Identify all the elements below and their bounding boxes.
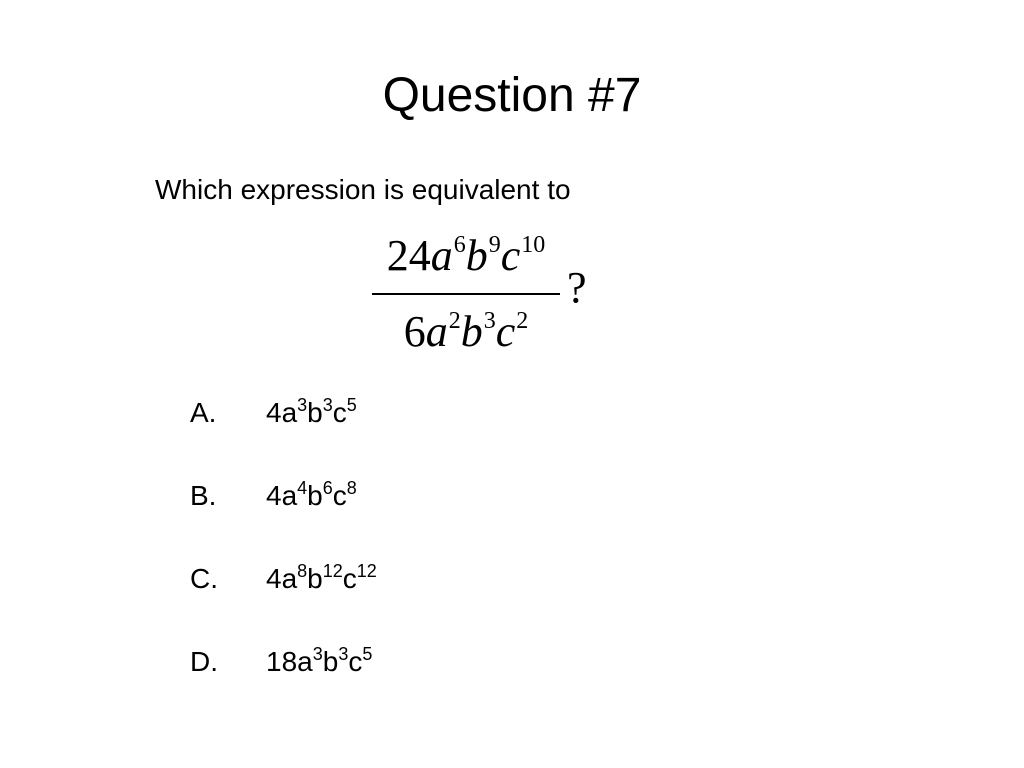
question-mark: ? (567, 263, 587, 312)
choice-exponent: 3 (297, 395, 308, 415)
numerator-variable-b: b (465, 231, 488, 280)
choice-expression (266, 641, 372, 686)
denominator-variable-a: a (425, 307, 448, 356)
question-prompt: Which expression is equivalent to (155, 174, 571, 205)
numerator-variable-a: a (430, 231, 453, 280)
numerator-coefficient: 24 (386, 231, 431, 280)
choice-variable: c (332, 480, 347, 511)
choice-variable: b (307, 563, 323, 594)
choice-variable: a (297, 646, 313, 677)
choice-letter: C. (190, 563, 218, 594)
choice-expression (266, 392, 357, 437)
choice-variable: b (322, 646, 339, 677)
choice-letter: B. (190, 480, 217, 511)
choice-variable: c (342, 563, 357, 594)
choice-coefficient: 4 (266, 563, 282, 594)
choice-exponent: 12 (356, 561, 377, 581)
choice-exponent: 6 (322, 478, 333, 498)
choice-exponent: 3 (312, 644, 323, 664)
slide-title: Question #7 (382, 69, 642, 122)
numerator-exponent-b: 9 (488, 232, 501, 258)
choice-variable: c (348, 646, 363, 677)
choice-coefficient: 4 (266, 397, 282, 428)
choice-variable: a (281, 563, 298, 594)
choice-exponent: 8 (297, 561, 308, 581)
numerator-variable-c: c (500, 231, 521, 280)
choice-expression (266, 558, 377, 603)
choice-exponent: 3 (322, 395, 333, 415)
fraction-bar (372, 293, 560, 295)
fraction-expression (372, 228, 560, 358)
choice-exponent: 12 (322, 561, 343, 581)
fraction-numerator (372, 230, 560, 281)
choice-letter: D. (190, 646, 218, 677)
numerator-exponent-a: 6 (453, 232, 466, 258)
numerator-exponent-c: 10 (521, 232, 546, 258)
choice-exponent: 3 (338, 644, 349, 664)
choice-coefficient: 18 (266, 646, 298, 677)
choice-exponent: 5 (362, 644, 373, 664)
choice-exponent: 8 (346, 478, 357, 498)
choice-variable: b (307, 397, 323, 428)
denominator-variable-b: b (460, 307, 483, 356)
choice-variable: a (281, 397, 298, 428)
choice-exponent: 5 (346, 395, 357, 415)
denominator-exponent-a: 2 (448, 308, 461, 334)
choice-coefficient: 4 (266, 480, 282, 511)
choice-letter: A. (190, 397, 217, 428)
choice-exponent: 4 (297, 478, 308, 498)
choice-variable: a (281, 480, 298, 511)
choice-expression (266, 475, 357, 520)
choice-variable: c (332, 397, 347, 428)
denominator-exponent-b: 3 (483, 308, 496, 334)
denominator-variable-c: c (495, 307, 516, 356)
fraction-denominator (372, 306, 560, 357)
denominator-coefficient: 6 (403, 307, 426, 356)
choice-variable: b (307, 480, 323, 511)
denominator-exponent-c: 2 (516, 308, 529, 334)
